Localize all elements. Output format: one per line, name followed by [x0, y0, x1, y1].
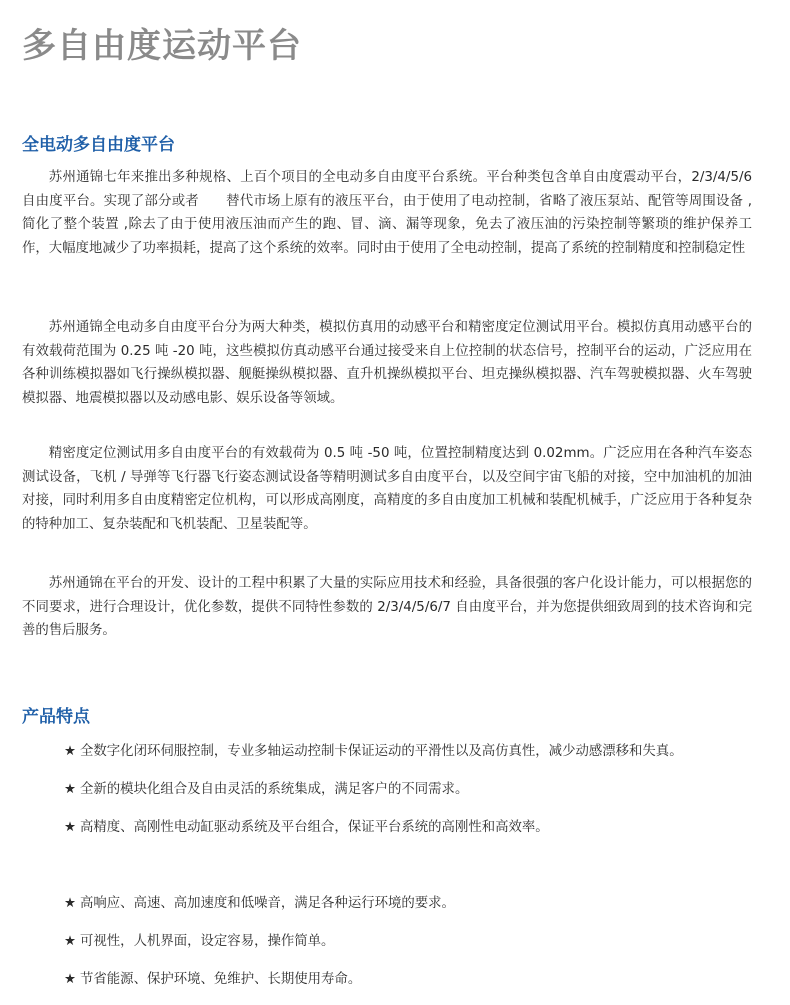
feature-text: 节省能源、保护环境、免维护、长期使用寿命。: [80, 972, 362, 987]
list-item: [64, 970, 361, 990]
feature-text: 高响应、高速、高加速度和低噪音，满足各种运行环境的要求。: [80, 896, 455, 911]
section-heading-features: 产品特点: [22, 707, 90, 727]
list-item: [64, 780, 468, 800]
star-icon: ★: [64, 934, 77, 949]
feature-text: 全新的模块化组合及自由灵活的系统集成，满足客户的不同需求。: [80, 782, 469, 797]
feature-text: 全数字化闭环伺服控制，专业多轴运动控制卡保证运动的平滑性以及高仿真性，减少动感漂移和失真。: [80, 744, 683, 759]
list-item: [64, 932, 334, 952]
list-item: [64, 894, 455, 914]
section-heading-all-electric: 全电动多自由度平台: [22, 135, 175, 155]
paragraph-precision: 精密度定位测试用多自由度平台的有效载荷为 0.5 吨 -50 吨，位置控制精度达到 0.02mm。广泛应用在各种汽车姿态测试设备，飞机 / 导弹等飞行器飞行姿态测试设备等精明测试多自由度平台，以及空间宇宙飞船的对接，空中加油机的加油对接，同时利用多自由度精密定位机构，可以形成高刚度，高精度的多自由度加工机械和装配机械手，广泛应用于各种复杂的特种加工、复杂装配和飞机装配、卫星装配等。: [22, 446, 752, 532]
paragraph-categories: 苏州通锦全电动多自由度平台分为两大种类，模拟仿真用的动感平台和精密度定位测试用平台。模拟仿真用动感平台的有效载荷范围为 0.25 吨 -20 吨，这些模拟仿真动感平台通过接受来自上位控制的状态信号，控制平台的运动，广泛应用在各种训练模拟器如飞行操纵模拟器、舰艇操纵模拟器、直升机操纵模拟平台、坦克操纵模拟器、汽车驾驶模拟器、火车驾驶模拟器、地震模拟器以及动感电影、娱乐设备等领域。: [22, 320, 752, 406]
star-icon: ★: [64, 782, 77, 797]
star-icon: ★: [64, 972, 77, 987]
feature-text: 可视性，人机界面，设定容易，操作简单。: [80, 934, 335, 949]
feature-text: 高精度、高刚性电动缸驱动系统及平台组合，保证平台系统的高刚性和高效率。: [80, 820, 549, 835]
paragraph-experience: 苏州通锦在平台的开发、设计的工程中积累了大量的实际应用技术和经验，具备很强的客户化设计能力，可以根据您的不同要求，进行合理设计，优化参数，提供不同特性参数的 2/3/4/5/6/7 自由度平台，并为您提供细致周到的技术咨询和完善的售后服务。: [22, 576, 752, 639]
star-icon: ★: [64, 820, 77, 835]
list-item: [64, 742, 683, 762]
paragraph-intro: 苏州通锦七年来推出多种规格、上百个项目的全电动多自由度平台系统。平台种类包含单自由度震动平台，2/3/4/5/6 自由度平台。实现了部分或者 替代市场上原有的液压平台，由于使用了电动控制，省略了液压泵站、配管等周围设备 ,简化了整个装置 ,除去了由于使用液压油而产生的跑、冒、滴、漏等现象，免去了液压油的污染控制等繁琐的维护保养工作，大幅度地减少了功率损耗，提高了这个系统的效率。同时由于使用了全电动控制，提高了系统的控制精度和控制稳定性: [22, 170, 752, 256]
star-icon: ★: [64, 896, 77, 911]
page-title: 多自由度运动平台: [22, 26, 302, 66]
star-icon: ★: [64, 744, 77, 759]
list-item: [64, 818, 549, 838]
